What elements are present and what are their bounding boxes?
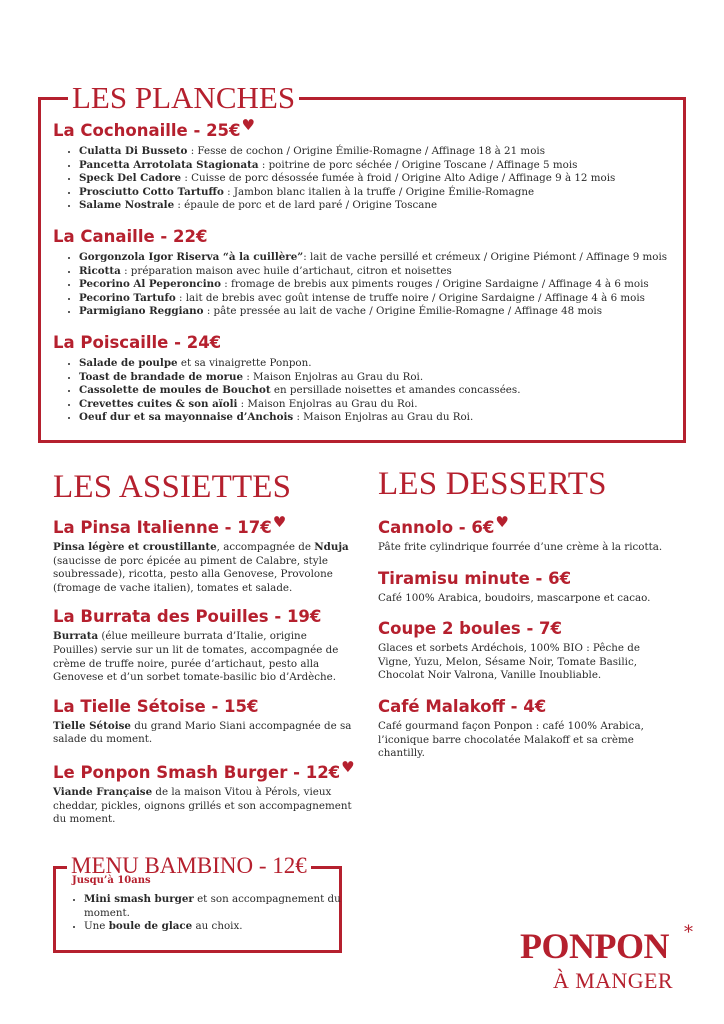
planche-title: La Poiscaille - 24€ bbox=[53, 332, 222, 352]
desserts-title: LES DESSERTS bbox=[378, 466, 607, 502]
assiette-title: La Tielle Sétoise - 15€ bbox=[53, 696, 259, 716]
planche-item-list bbox=[53, 357, 683, 425]
planche-item-list bbox=[53, 145, 683, 213]
assiette-description: Tielle Sétoise du grand Mario Siani accompagnée de sa salade du moment. bbox=[53, 719, 352, 746]
planche-poiscaille bbox=[53, 333, 683, 425]
logo-ponpon: PONPON bbox=[520, 926, 669, 966]
list-item: • Pecorino Al Peperoncino : fromage de brebis aux piments rouges / Origine Sardaigne / Affinage 4 à 6 mois bbox=[79, 278, 683, 292]
list-item: • Une boule de glace au choix. bbox=[84, 920, 346, 934]
list-item: • Speck Del Cadore : Cuisse de porc désossée fumée à froid / Origine Alto Adige / Affinage 9 à 12 mois bbox=[79, 172, 683, 186]
heart-icon: ♥ bbox=[241, 116, 255, 134]
dessert-description: Pâte frite cylindrique fourrée d’une crème à la ricotta. bbox=[378, 541, 663, 553]
heart-icon: ♥ bbox=[495, 513, 509, 531]
assiette-description: Pinsa légère et croustillante, accompagnée de Nduja (saucisse de porc épicée au piment de Calabre, style soubressade), ricotta, pesto alla Genovese, Provolone (fromage de vache italien), tomates et salade. bbox=[53, 541, 349, 594]
assiettes-title: LES ASSIETTES bbox=[53, 469, 292, 505]
planches-content bbox=[53, 116, 683, 425]
list-item: • Pancetta Arrotolata Stagionata : poitrine de porc séchée / Origine Toscane / Affinage 5 mois bbox=[79, 159, 683, 173]
list-item: • Mini smash burger et son accompagnement du moment. bbox=[84, 893, 346, 920]
assiette-description: Viande Française de la maison Vitou à Pérols, vieux cheddar, pickles, oignons grillés et son accompagnement du moment. bbox=[53, 785, 352, 826]
planche-title: La Canaille - 22€ bbox=[53, 226, 208, 246]
bambino-subtitle: Jusqu’à 10ans bbox=[72, 875, 151, 886]
assiette-title: Le Ponpon Smash Burger - 12€♥ bbox=[53, 757, 355, 782]
dessert-title: Coupe 2 boules - 7€ bbox=[378, 619, 563, 639]
list-item: • Ricotta : préparation maison avec huile d’artichaut, citron et noisettes bbox=[79, 265, 683, 279]
logo-subtitle: À MANGER bbox=[553, 968, 673, 993]
dessert-item bbox=[378, 569, 668, 606]
list-item: • Pecorino Tartufo : lait de brebis avec goût intense de truffe noire / Origine Sardaigne / Affinage 4 à 6 mois bbox=[79, 292, 683, 306]
assiette-description: Burrata (élue meilleure burrata d’Italie, origine Pouilles) servie sur un lit de tomates, accompagnée de crème de truffe noire, purée d’artichaut, pesto alla Genovese et d’un sorbet tomate-basilic bio d’Ardèche. bbox=[53, 630, 339, 684]
assiette-item bbox=[53, 697, 353, 747]
dessert-description: Café gourmand façon Ponpon : café 100% Arabica, l’iconique barre chocolatée Malakoff et sa crème chantilly. bbox=[378, 719, 644, 760]
dessert-title: Cannolo - 6€♥ bbox=[378, 513, 509, 537]
planche-title: La Cochonaille - 25€♥ bbox=[53, 116, 255, 140]
dessert-description: Glaces et sorbets Ardéchois, 100% BIO : Pêche de Vigne, Yuzu, Melon, Sésame Noir, Tomate Basilic, Chocolat Noir Valrona, Vanille Inoubliable. bbox=[378, 642, 640, 682]
dessert-item bbox=[378, 513, 668, 555]
dessert-description: Café 100% Arabica, boudoirs, mascarpone et cacao. bbox=[378, 591, 651, 604]
list-item: • Salame Nostrale : épaule de porc et de lard paré / Origine Toscane bbox=[79, 199, 683, 213]
assiette-item bbox=[53, 757, 355, 827]
dessert-item bbox=[378, 619, 668, 683]
list-item: • Gorgonzola Igor Riserva “à la cuillère”: lait de vache persillé et crémeux / Origine Piémont / Affinage 9 mois bbox=[79, 251, 683, 265]
list-item: • Toast de brandade de morue : Maison Enjolras au Grau du Roi. bbox=[79, 371, 683, 385]
assiette-title: La Pinsa Italienne - 17€♥ bbox=[53, 513, 287, 537]
assiette-item bbox=[53, 607, 353, 684]
asterisk-icon: * bbox=[684, 922, 693, 943]
heart-icon: ♥ bbox=[341, 757, 355, 776]
list-item: • Parmigiano Reggiano : pâte pressée au lait de vache / Origine Émilie-Romagne / Affinage 48 mois bbox=[79, 305, 683, 319]
bambino-title: MENU BAMBINO - 12€ bbox=[67, 853, 311, 889]
list-item: • Prosciutto Cotto Tartuffo : Jambon blanc italien à la truffe / Origine Émilie-Romagne bbox=[79, 186, 683, 200]
planche-item-list bbox=[53, 251, 683, 319]
heart-icon: ♥ bbox=[272, 513, 287, 531]
planches-title: LES PLANCHES bbox=[68, 80, 299, 116]
planche-canaille bbox=[53, 227, 683, 319]
list-item: • Culatta Di Busseto : Fesse de cochon / Origine Émilie-Romagne / Affinage 18 à 21 mois bbox=[79, 145, 683, 159]
dessert-title: Tiramisu minute - 6€ bbox=[378, 568, 572, 588]
assiettes-column bbox=[53, 513, 355, 827]
list-item: • Salade de poulpe et sa vinaigrette Ponpon. bbox=[79, 357, 683, 371]
dessert-item bbox=[378, 697, 668, 761]
list-item: • Cassolette de moules de Bouchot en persillade noisettes et amandes concassées. bbox=[79, 384, 683, 398]
list-item: • Crevettes cuites & son aïoli : Maison Enjolras au Grau du Roi. bbox=[79, 398, 683, 412]
assiette-item bbox=[53, 513, 353, 595]
planche-cochonaille bbox=[53, 116, 683, 213]
desserts-column bbox=[378, 513, 668, 761]
list-item: • Oeuf dur et sa mayonnaise d’Anchois : Maison Enjolras au Grau du Roi. bbox=[79, 411, 683, 425]
assiette-title: La Burrata des Pouilles - 19€ bbox=[53, 607, 322, 627]
dessert-title: Café Malakoff - 4€ bbox=[378, 696, 547, 716]
bambino-item-list bbox=[58, 893, 346, 934]
